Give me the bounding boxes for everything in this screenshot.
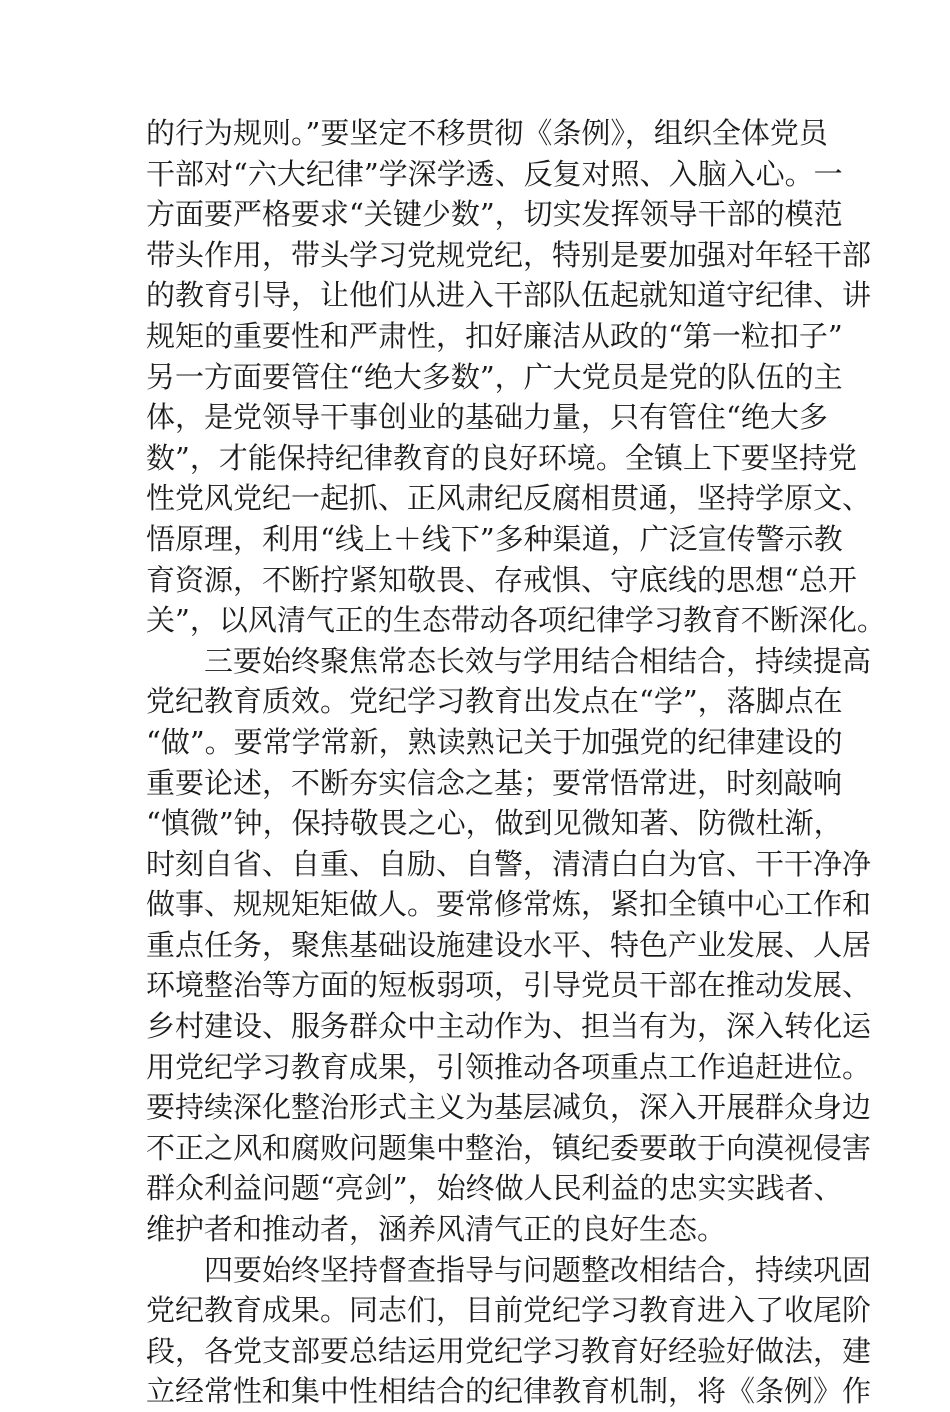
text-line: 的教育引导，让他们从进入干部队伍起就知道守纪律、讲 bbox=[146, 278, 872, 313]
text-line: 不正之风和腐败问题集中整治，镇纪委要敢于向漠视侵害 bbox=[146, 1130, 872, 1165]
text-line: 重点任务，聚焦基础设施建设水平、特色产业发展、人居 bbox=[146, 927, 872, 962]
text-line: 要持续深化整治形式主义为基层减负，深入开展群众身边 bbox=[146, 1090, 872, 1125]
body-text bbox=[146, 113, 886, 1412]
text-line: “做”。要常学常新，熟读熟记关于加强党的纪律建设的 bbox=[146, 724, 843, 759]
text-line: 关”，以风清气正的生态带动各项纪律学习教育不断深化。 bbox=[146, 603, 886, 638]
text-line: “慎微”钟，保持敬畏之心，做到见微知著、防微杜渐， bbox=[146, 806, 843, 841]
text-line: 另一方面要管住“绝大多数”，广大党员是党的队伍的主 bbox=[146, 359, 843, 394]
text-line: 党纪教育成果。同志们，目前党纪学习教育进入了收尾阶 bbox=[146, 1293, 872, 1328]
text-line: 立经常性和集中性相结合的纪律教育机制，将《条例》作 bbox=[146, 1374, 872, 1409]
text-line: 用党纪学习教育成果，引领推动各项重点工作追赶进位。 bbox=[146, 1049, 872, 1084]
paragraph-start-line: 三要始终聚焦常态长效与学用结合相结合，持续提高 bbox=[204, 643, 872, 678]
text-line: 悟原理，利用“线上＋线下”多种渠道，广泛宣传警示教 bbox=[146, 521, 843, 556]
text-line: 干部对“六大纪律”学深学透、反复对照、入脑入心。一 bbox=[146, 156, 843, 191]
paragraph-start-line: 四要始终坚持督查指导与问题整改相结合，持续巩固 bbox=[204, 1252, 872, 1287]
text-line: 的行为规则。”要坚定不移贯彻《条例》，组织全体党员 bbox=[146, 116, 828, 150]
text-line: 数”，才能保持纪律教育的良好环境。全镇上下要坚持党 bbox=[146, 440, 857, 475]
text-line: 时刻自省、自重、自励、自警，清清白白为官、干干净净 bbox=[146, 846, 872, 881]
text-line: 重要论述，不断夯实信念之基；要常悟常进，时刻敲响 bbox=[146, 765, 843, 800]
text-line: 性党风党纪一起抓、正风肃纪反腐相贯通，坚持学原文、 bbox=[146, 481, 872, 516]
text-line: 乡村建设、服务群众中主动作为、担当有为，深入转化运 bbox=[146, 1009, 872, 1044]
text-line: 段，各党支部要总结运用党纪学习教育好经验好做法，建 bbox=[146, 1333, 872, 1368]
text-line: 育资源，不断拧紧知敬畏、存戒惧、守底线的思想“总开 bbox=[146, 562, 857, 597]
text-line: 环境整治等方面的短板弱项，引导党员干部在推动发展、 bbox=[146, 968, 872, 1003]
text-line: 规矩的重要性和严肃性，扣好廉洁从政的“第一粒扣子” bbox=[146, 318, 843, 353]
text-line: 方面要严格要求“关键少数”，切实发挥领导干部的模范 bbox=[146, 197, 843, 232]
text-line: 党纪教育质效。党纪学习教育出发点在“学”，落脚点在 bbox=[146, 684, 843, 719]
text-line: 维护者和推动者，涵养风清气正的良好生态。 bbox=[146, 1212, 727, 1247]
text-line: 体，是党领导干事创业的基础力量，只有管住“绝大多 bbox=[146, 400, 828, 435]
text-line: 群众利益问题“亮剑”，始终做人民利益的忠实实践者、 bbox=[146, 1171, 843, 1206]
text-line: 带头作用，带头学习党规党纪，特别是要加强对年轻干部 bbox=[146, 237, 872, 272]
text-line: 做事、规规矩矩做人。要常修常炼，紧扣全镇中心工作和 bbox=[146, 887, 872, 922]
